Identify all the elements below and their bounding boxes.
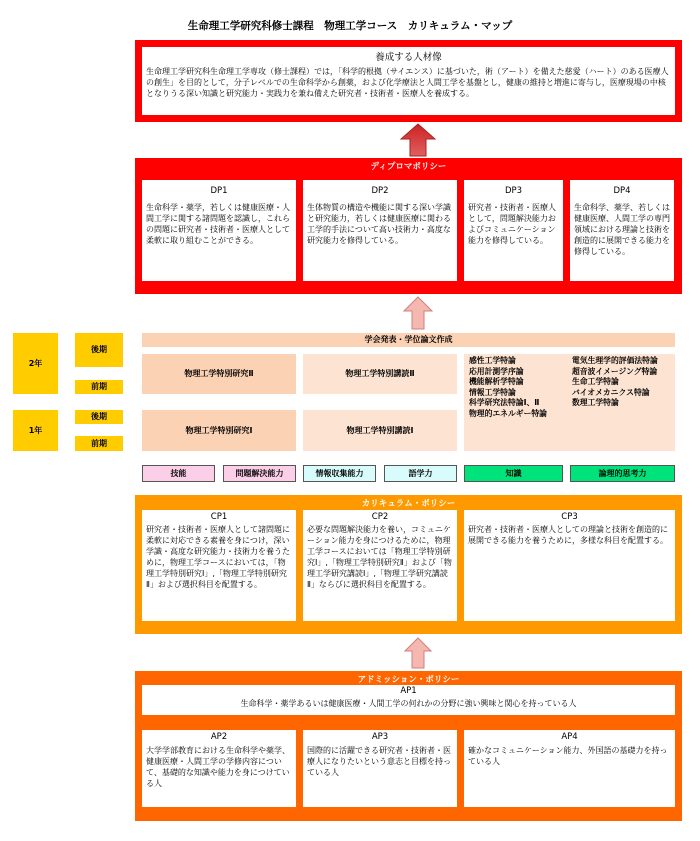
cp3-text: 研究者・技術者・医療人としての理論と技術を創造的に展開できる能力を養うために，多様な科目を配置する。 [468,525,668,545]
dp4-box [570,180,674,281]
cp2-title: CP2 [371,512,389,522]
ap4-text: 確かなコミュニケーション能力、外国語の基礎力を持っている人 [468,746,668,766]
talent-heading: 養成する人材像 [375,52,442,63]
ap3-box [303,730,457,807]
dp2-box [303,180,457,281]
elective-item: 情報工学特論 [469,387,516,397]
elective-item: 超音波イメージング特論 [572,366,658,376]
page-title: 生命理工学研究科修士課程 物理工学コース カリキュラム・マップ [187,20,513,32]
course-research-2: 物理工学特別研究Ⅱ [142,354,296,394]
ap3-text: 国際的に活躍できる研究者・技術者・医療人になりたいという意志と目標を持っている人 [307,746,451,777]
arrow-up-icon [403,296,433,330]
course-lecture-1: 物理工学特別講読Ⅰ [303,410,457,451]
ap4-box [464,730,675,807]
ap2-box [142,730,296,807]
skill-language: 語学力 [384,465,457,482]
elective-item: 生命工学特論 [572,377,619,386]
course-lecture-2: 物理工学特別講読Ⅱ [303,354,457,394]
elective-item: 機能解析学特論 [469,377,524,386]
ap-label: アドミッション・ポリシー [357,675,460,685]
year2-later-label: 後期 [75,333,123,367]
cp3-box [464,510,675,621]
ap1-text: 生命科学・薬学あるいは健康医療・人間工学の何れかの分野に強い興味と関心を持っている人 [240,699,577,708]
cp1-box [142,510,296,621]
dp1-text: 生命科学・薬学，若しくは健康医療・人間工学に関する諸問題を認識し，これらの問題に研究者・技術者・医療人として柔軟に取り組むことができる。 [146,203,290,245]
elective-item: 数理工学特論 [572,398,619,407]
year2-label: 2年 [13,333,58,394]
thesis-bar: 学会発表・学位論文作成 [142,333,675,347]
ap3-title: AP3 [371,732,389,742]
cp1-text: 研究者・技術者・医療人として諸問題に柔軟に対応できる素養を身につけ，深い学識・高度な研究能力・技術力を養うために，物理工学コースにおいては，「物理工学特別研究Ⅰ」,「物理工学特別研究Ⅱ」および選択科目を配置する。 [146,525,290,589]
elective-item: 科学研究法特論Ⅰ、Ⅱ [469,398,540,407]
elective-item: 物理的エネルギー特論 [469,408,547,418]
cp2-text: 必要な問題解決能力を養い，コミュニケーション能力を身につけるために，物理工学コースにおいては「物理工学特別研究Ⅰ」,「物理工学特別研究Ⅱ」および「物理工学研究講読Ⅰ」,「物理工学研究講読Ⅱ」ならびに選択科目を配置する。 [307,525,452,589]
ap2-title: AP2 [210,732,228,742]
dp3-box [464,180,563,281]
ap4-title: AP4 [561,732,578,742]
skill-knowledge: 知識 [464,465,563,482]
skill-logical-thinking: 論理的思考力 [570,465,675,482]
skill-technique: 技能 [142,465,215,482]
elective-item: バイオメカニクス特論 [572,387,650,397]
electives-left [469,356,569,419]
dp1-title: DP1 [210,186,228,196]
year1-later-label: 後期 [75,410,123,424]
dp1-box [142,180,296,281]
skill-problem-solving: 問題解決能力 [223,465,296,482]
electives-box [464,354,675,451]
talent-text: 生命理工学研究科生命理工学専攻（修士課程）では，「科学的根拠（サイエンス）に基づいた，術（アート）を備えた慈愛（ハート）のある医療人の創生」を目的として，分子レベルでの生命科学から創薬，および化学療法と人間工学を基盤とし，健康の維持と増進に寄与し，医療現場の中核となりうる深い知識と研究能力・実践力を兼ね備えた研究者・技術者・医療人を養成する。 [146,67,669,98]
year2-earlier-label: 前期 [75,380,123,394]
talent-box [142,47,675,115]
course-research-1: 物理工学特別研究Ⅰ [142,410,296,451]
dp4-title: DP4 [613,186,631,196]
year1-earlier-label: 前期 [75,436,123,451]
skill-info-gathering: 情報収集能力 [303,465,376,482]
elective-item: 応用計測学序論 [469,366,524,376]
dp4-text: 生命科学、薬学、若しくは健康医療、人間工学の専門領域における理論と技術を創造的に展開できる能力を修得している。 [574,203,670,256]
dp3-text: 研究者・技術者・医療人として，問題解決能力およびコミュニケーション能力を修得している。 [468,203,556,245]
cp1-title: CP1 [210,512,228,522]
ap1-title: AP1 [400,686,417,696]
ap2-text: 大学学部教育における生命科学や薬学、健康医療・人間工学の学修内容について、基礎的な知識や能力を身につけている人 [146,746,290,788]
cp-label: カリキュラム・ポリシー [361,499,456,509]
dp2-text: 生体物質の構造や機能に関する深い学識と研究能力，若しくは健康医療に関わる工学的手法について高い技術力・高度な研究能力を修得している。 [307,203,451,245]
arrow-up-icon [404,637,432,669]
elective-item: 感性工学特論 [469,356,516,365]
cp2-box [303,510,457,621]
electives-right [572,356,674,409]
elective-item: 電気生理学的評価法特論 [572,356,658,365]
dp3-title: DP3 [504,186,523,196]
arrow-up-icon [400,123,436,157]
dp2-title: DP2 [371,186,389,196]
year1-label: 1年 [13,410,58,451]
cp3-title: CP3 [561,512,578,522]
ap1-box [142,685,675,715]
dp-label: ディプロマポリシー [370,162,447,172]
